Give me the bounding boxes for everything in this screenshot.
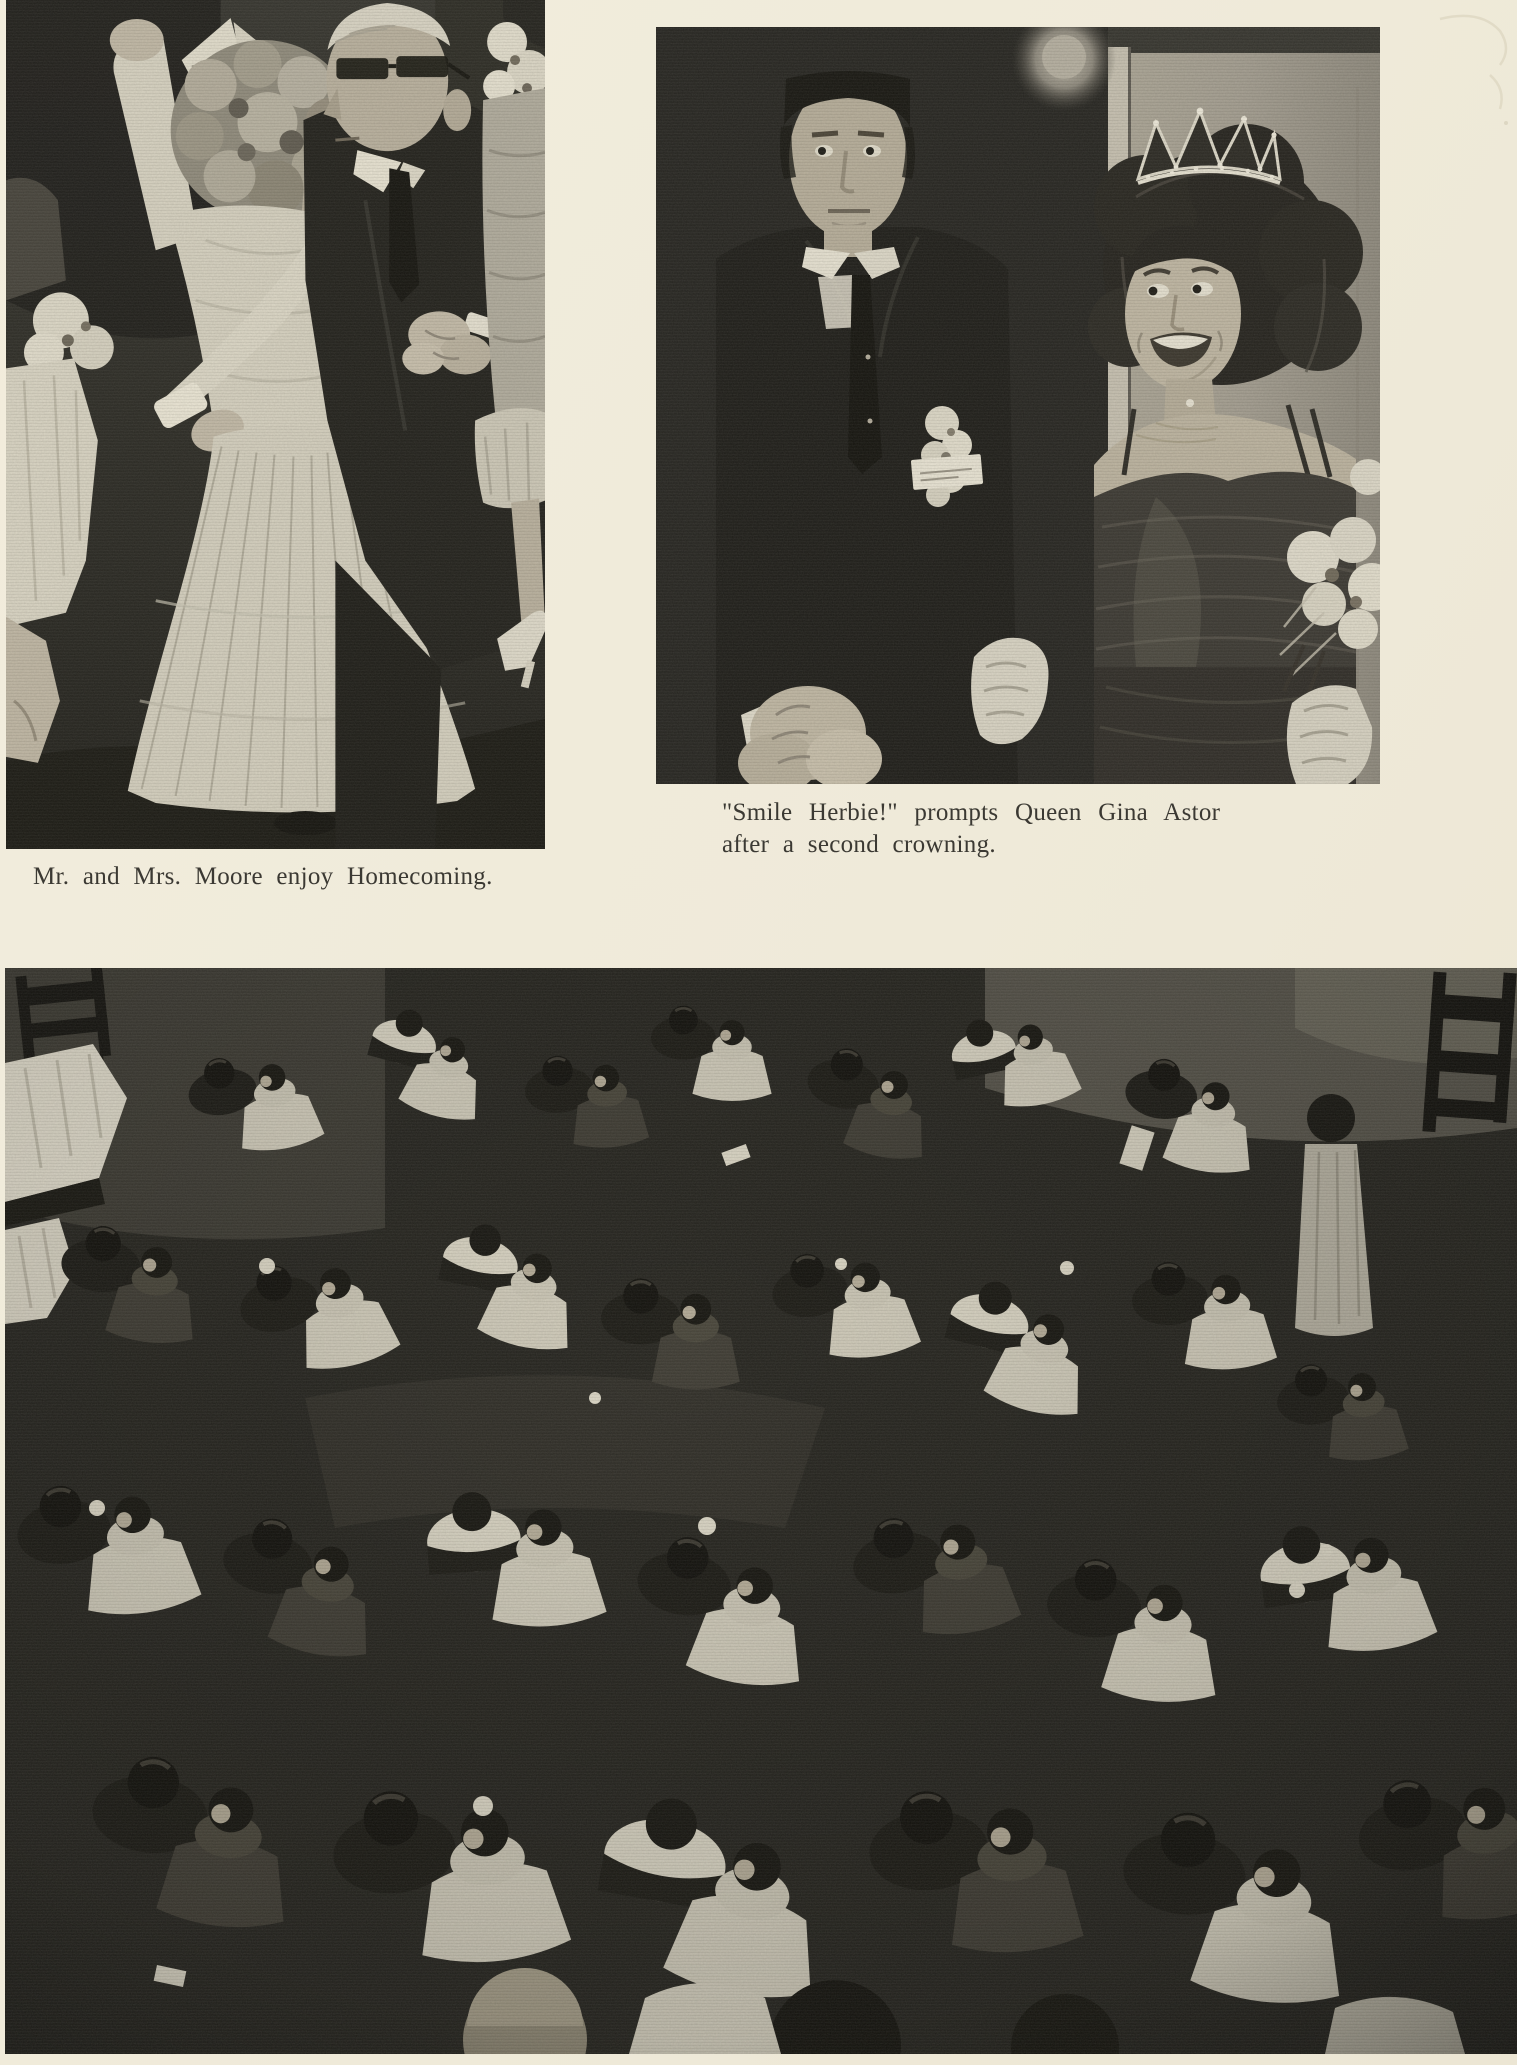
photo-couple-dancing	[6, 0, 545, 849]
couple-dancing-illustration	[6, 0, 545, 849]
queen-crowning-illustration	[656, 27, 1380, 784]
photo-queen-crowning	[656, 27, 1380, 784]
caption-queen-crowning	[722, 797, 1220, 861]
caption-queen-line-2: after a second crowning.	[722, 831, 996, 858]
scan-mark	[1430, 5, 1517, 135]
photo-dance-floor	[5, 968, 1517, 2054]
caption-queen-line-1: "Smile Herbie!" prompts Queen Gina Astor	[722, 799, 1221, 826]
dance-floor-illustration	[5, 968, 1517, 2054]
caption-couple-dancing: Mr. and Mrs. Moore enjoy Homecoming.	[33, 863, 493, 890]
